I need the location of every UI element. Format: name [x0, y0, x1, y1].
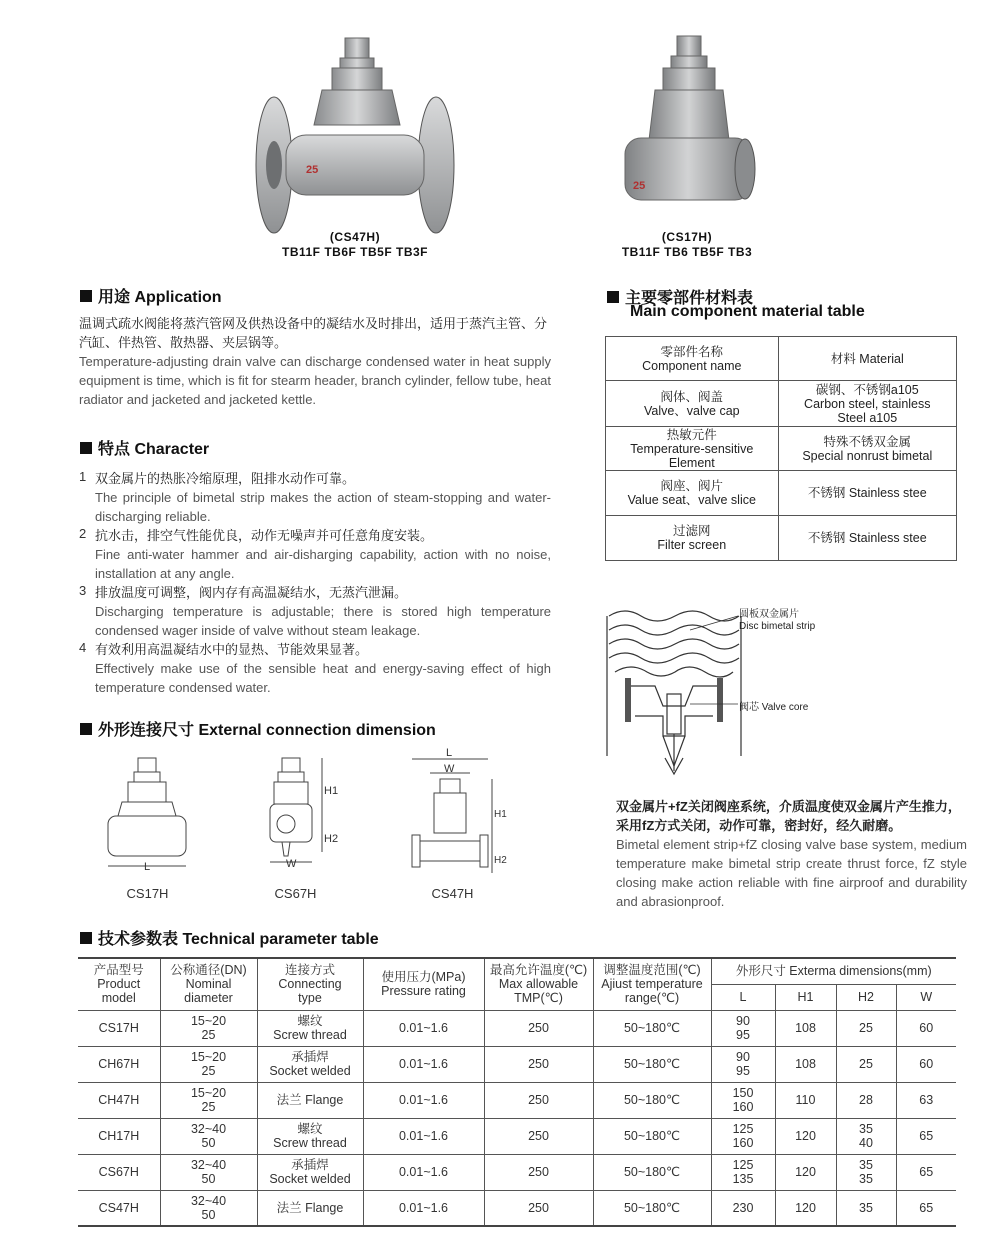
item-cn: 排放温度可调整，阀内存有高温凝结水，无蒸汽泄漏。 [95, 585, 408, 600]
tech-heading [80, 926, 379, 949]
table-row [78, 1082, 956, 1118]
list-item [79, 583, 551, 640]
detail-cn: 双金属片+fZ关闭阀座系统，介质温度使双金属片产生推力，采用fZ方式关闭，动作可靠，密封好，经久耐磨。 [616, 799, 961, 833]
cell-range: 50~180℃ [593, 1082, 711, 1118]
cell-model: CH67H [78, 1046, 160, 1082]
section-bullet-icon [80, 932, 92, 944]
application-heading [80, 284, 222, 307]
table-row [606, 337, 957, 381]
table-cell: 阀体、阀盖 Valve、valve cap [606, 381, 779, 427]
cell-W: 65 [896, 1190, 956, 1226]
cell-model: CH47H [78, 1082, 160, 1118]
cell-H1: 120 [775, 1190, 836, 1226]
drawing-label-cs47h: CS47H [431, 886, 474, 901]
cell-H2: 25 [836, 1046, 896, 1082]
application-cn: 温调式疏水阀能将蒸汽管网及供热设备中的凝结水及时排出，适用于蒸汽主管、分汽缸、伴热管、散热器、夹层锅等。 [79, 316, 548, 350]
callout-cn: 圆板双金属片 [739, 609, 799, 620]
cell-range: 50~180℃ [593, 1010, 711, 1046]
cell-tmp: 250 [484, 1010, 593, 1046]
header-dn: 公称通径(DN) Nominal diameter [160, 958, 257, 1010]
dim-label: H2 [494, 855, 507, 866]
table-cell: 不锈钢 Stainless stee [778, 516, 956, 561]
cell-conn: 承插焊 Socket welded [257, 1046, 363, 1082]
cell-H2: 35 35 [836, 1154, 896, 1190]
item-number: 3 [79, 583, 87, 598]
product-caption-cs17h [572, 230, 802, 260]
cell-L: 90 95 [711, 1010, 775, 1046]
drawing-label-cs17h: CS17H [126, 886, 169, 901]
dim-label: W [444, 763, 455, 775]
item-en: The principle of bimetal strip makes the action of steam-stopping and water-discharging reliable. [95, 490, 551, 524]
table-row [78, 1190, 956, 1226]
cell-W: 63 [896, 1082, 956, 1118]
table-cell: 阀座、阀片 Value seat、valve slice [606, 471, 779, 516]
cell-L: 125 160 [711, 1118, 775, 1154]
cell-dn: 32~40 50 [160, 1190, 257, 1226]
table-row [606, 516, 957, 561]
cell-L: 230 [711, 1190, 775, 1226]
dim-label: L [446, 747, 453, 759]
cell-W: 65 [896, 1118, 956, 1154]
product-caption-cs47h [240, 230, 470, 260]
table-row [78, 1118, 956, 1154]
item-en: Fine anti-water hammer and air-disharging capability, action with no noise, installation at any angle. [95, 547, 551, 581]
cs67h-outline-drawing [262, 752, 337, 882]
dim-label: H1 [494, 809, 507, 820]
list-item [79, 640, 551, 697]
cell-range: 50~180℃ [593, 1154, 711, 1190]
cell-model: CH17H [78, 1118, 160, 1154]
caption-series: TB11F TB6 TB5F TB3 [621, 245, 753, 259]
item-cn: 有效利用高温凝结水中的显热、节能效果显著。 [95, 642, 369, 657]
header-tmp: 最高允许温度(℃) Max allowable TMP(℃) [484, 958, 593, 1010]
product-photo-cs47h [250, 30, 460, 230]
material-table [605, 336, 957, 561]
dim-label: L [144, 861, 151, 873]
valve-cs47h-illustration [250, 30, 460, 230]
cell-dn: 15~20 25 [160, 1010, 257, 1046]
technical-parameter-table [78, 957, 956, 1227]
application-title: 用途 Application [98, 289, 222, 306]
header-range: 调整温度范围(℃) Ajiust temperature range(℃) [593, 958, 711, 1010]
caption-model: (CS47H) [329, 230, 381, 244]
section-bullet-icon [80, 290, 92, 302]
drawing-cs67h [262, 752, 337, 882]
cell-H2: 35 [836, 1190, 896, 1226]
cell-pressure: 0.01~1.6 [363, 1190, 484, 1226]
header-H1: H1 [775, 984, 836, 1010]
table-cell: 不锈钢 Stainless stee [778, 471, 956, 516]
callout-disc-bimetal [739, 609, 815, 633]
cell-dn: 32~40 50 [160, 1154, 257, 1190]
detail-description [616, 797, 967, 911]
cell-L: 125 135 [711, 1154, 775, 1190]
application-en: Temperature-adjusting drain valve can discharge condensed water in heat supply equipment is time, which is fit for stearm header, branch cylinder, fellow tube, heat radiator and jacketed and jacketed kettle. [79, 354, 551, 407]
application-text [79, 314, 551, 409]
tech-title: 技术参数表 Technical parameter table [98, 931, 379, 948]
cell-model: CS47H [78, 1190, 160, 1226]
cell-W: 65 [896, 1154, 956, 1190]
cell-H2: 35 40 [836, 1118, 896, 1154]
cell-H2: 28 [836, 1082, 896, 1118]
table-row [78, 1154, 956, 1190]
casting-mark: 25 [306, 164, 319, 176]
cell-conn: 法兰 Flange [257, 1190, 363, 1226]
table-row [606, 471, 957, 516]
cell-pressure: 0.01~1.6 [363, 1118, 484, 1154]
item-number: 1 [79, 469, 87, 484]
cell-range: 50~180℃ [593, 1046, 711, 1082]
cell-tmp: 250 [484, 1190, 593, 1226]
caption-model: (CS17H) [661, 230, 713, 244]
cell-tmp: 250 [484, 1082, 593, 1118]
cell-L: 90 95 [711, 1046, 775, 1082]
materials-title-cn: 主要零部件材料表 [625, 290, 754, 307]
header-model: 产品型号 Product model [78, 958, 160, 1010]
item-number: 2 [79, 526, 87, 541]
cell-H2: 25 [836, 1010, 896, 1046]
cell-model: CS17H [78, 1010, 160, 1046]
header-H2: H2 [836, 984, 896, 1010]
table-cell: 碳钢、不锈钢a105 Carbon steel, stainless Steel a105 [778, 381, 956, 427]
cell-range: 50~180℃ [593, 1118, 711, 1154]
cell-model: CS67H [78, 1154, 160, 1190]
callout-valve-core: 阀芯 Valve core [739, 702, 809, 713]
drawing-cs47h [400, 745, 505, 885]
table-header-cell: 零部件名称 Component name [606, 337, 779, 381]
cell-conn: 螺纹 Screw thread [257, 1010, 363, 1046]
cell-pressure: 0.01~1.6 [363, 1010, 484, 1046]
header-connection: 连接方式 Connecting type [257, 958, 363, 1010]
external-title: 外形连接尺寸 External connection dimension [98, 722, 436, 739]
table-header-row [78, 958, 956, 984]
cs17h-outline-drawing [100, 752, 195, 882]
cell-dn: 15~20 25 [160, 1082, 257, 1118]
list-item [79, 469, 551, 526]
item-cn: 抗水击，排空气性能优良，动作无噪声并可任意角度安装。 [95, 528, 434, 543]
cell-H1: 120 [775, 1154, 836, 1190]
cell-tmp: 250 [484, 1046, 593, 1082]
character-title: 特点 Character [98, 441, 210, 458]
cell-H1: 110 [775, 1082, 836, 1118]
cell-dn: 15~20 25 [160, 1046, 257, 1082]
external-heading [80, 717, 436, 740]
cell-L: 150 160 [711, 1082, 775, 1118]
header-W: W [896, 984, 956, 1010]
table-row [606, 381, 957, 427]
table-cell: 热敏元件 Temperature-sensitive Element [606, 427, 779, 471]
cell-tmp: 250 [484, 1118, 593, 1154]
cs47h-outline-drawing [400, 745, 505, 885]
table-header-cell: 材料 Material [778, 337, 956, 381]
materials-title-en: Main component material table [630, 303, 865, 320]
cell-pressure: 0.01~1.6 [363, 1154, 484, 1190]
cell-W: 60 [896, 1010, 956, 1046]
callout-en: Disc bimetal strip [739, 621, 816, 632]
item-cn: 双金属片的热胀冷缩原理，阻排水动作可靠。 [95, 471, 356, 486]
caption-series: TB11F TB6F TB5F TB3F [281, 245, 428, 259]
cell-conn: 螺纹 Screw thread [257, 1118, 363, 1154]
table-row [78, 1046, 956, 1082]
table-cell: 特殊不锈双金属 Special nonrust bimetal [778, 427, 956, 471]
character-list [79, 469, 551, 697]
table-row [78, 1010, 956, 1046]
cell-conn: 法兰 Flange [257, 1082, 363, 1118]
cell-H1: 108 [775, 1010, 836, 1046]
cell-pressure: 0.01~1.6 [363, 1082, 484, 1118]
item-en: Effectively make use of the sensible heat and energy-saving effect of high temperature condensed water. [95, 661, 551, 695]
header-dimensions: 外形尺寸 Exterma dimensions(mm) [711, 958, 956, 984]
item-en: Discharging temperature is adjustable; there is stored high temperature condensed wager inside of valve without steam leakage. [95, 604, 551, 638]
dim-label: H1 [324, 785, 339, 797]
table-cell: 过滤网 Filter screen [606, 516, 779, 561]
header-L: L [711, 984, 775, 1010]
casting-mark: 25 [633, 180, 646, 192]
drawing-cs17h [100, 752, 195, 882]
dim-label: H2 [324, 833, 339, 845]
section-bullet-icon [607, 291, 619, 303]
cell-pressure: 0.01~1.6 [363, 1046, 484, 1082]
list-item [79, 526, 551, 583]
item-number: 4 [79, 640, 87, 655]
cell-H1: 108 [775, 1046, 836, 1082]
cell-dn: 32~40 50 [160, 1118, 257, 1154]
cell-range: 50~180℃ [593, 1190, 711, 1226]
table-row [606, 427, 957, 471]
section-bullet-icon [80, 442, 92, 454]
cell-W: 60 [896, 1046, 956, 1082]
cell-conn: 承插焊 Socket welded [257, 1154, 363, 1190]
drawing-label-cs67h: CS67H [274, 886, 317, 901]
character-heading [80, 436, 209, 459]
dim-label: W [286, 858, 297, 870]
cell-tmp: 250 [484, 1154, 593, 1190]
product-photo-cs17h [615, 30, 765, 220]
detail-en: Bimetal element strip+fZ closing valve base system, medium temperature make bimetal strip create thrust force, fZ style closing make action reliable with fine airproof and durability and abrasionproof. [616, 837, 967, 909]
header-pressure: 使用压力(MPa) Pressure rating [363, 958, 484, 1010]
section-bullet-icon [80, 723, 92, 735]
cell-H1: 120 [775, 1118, 836, 1154]
